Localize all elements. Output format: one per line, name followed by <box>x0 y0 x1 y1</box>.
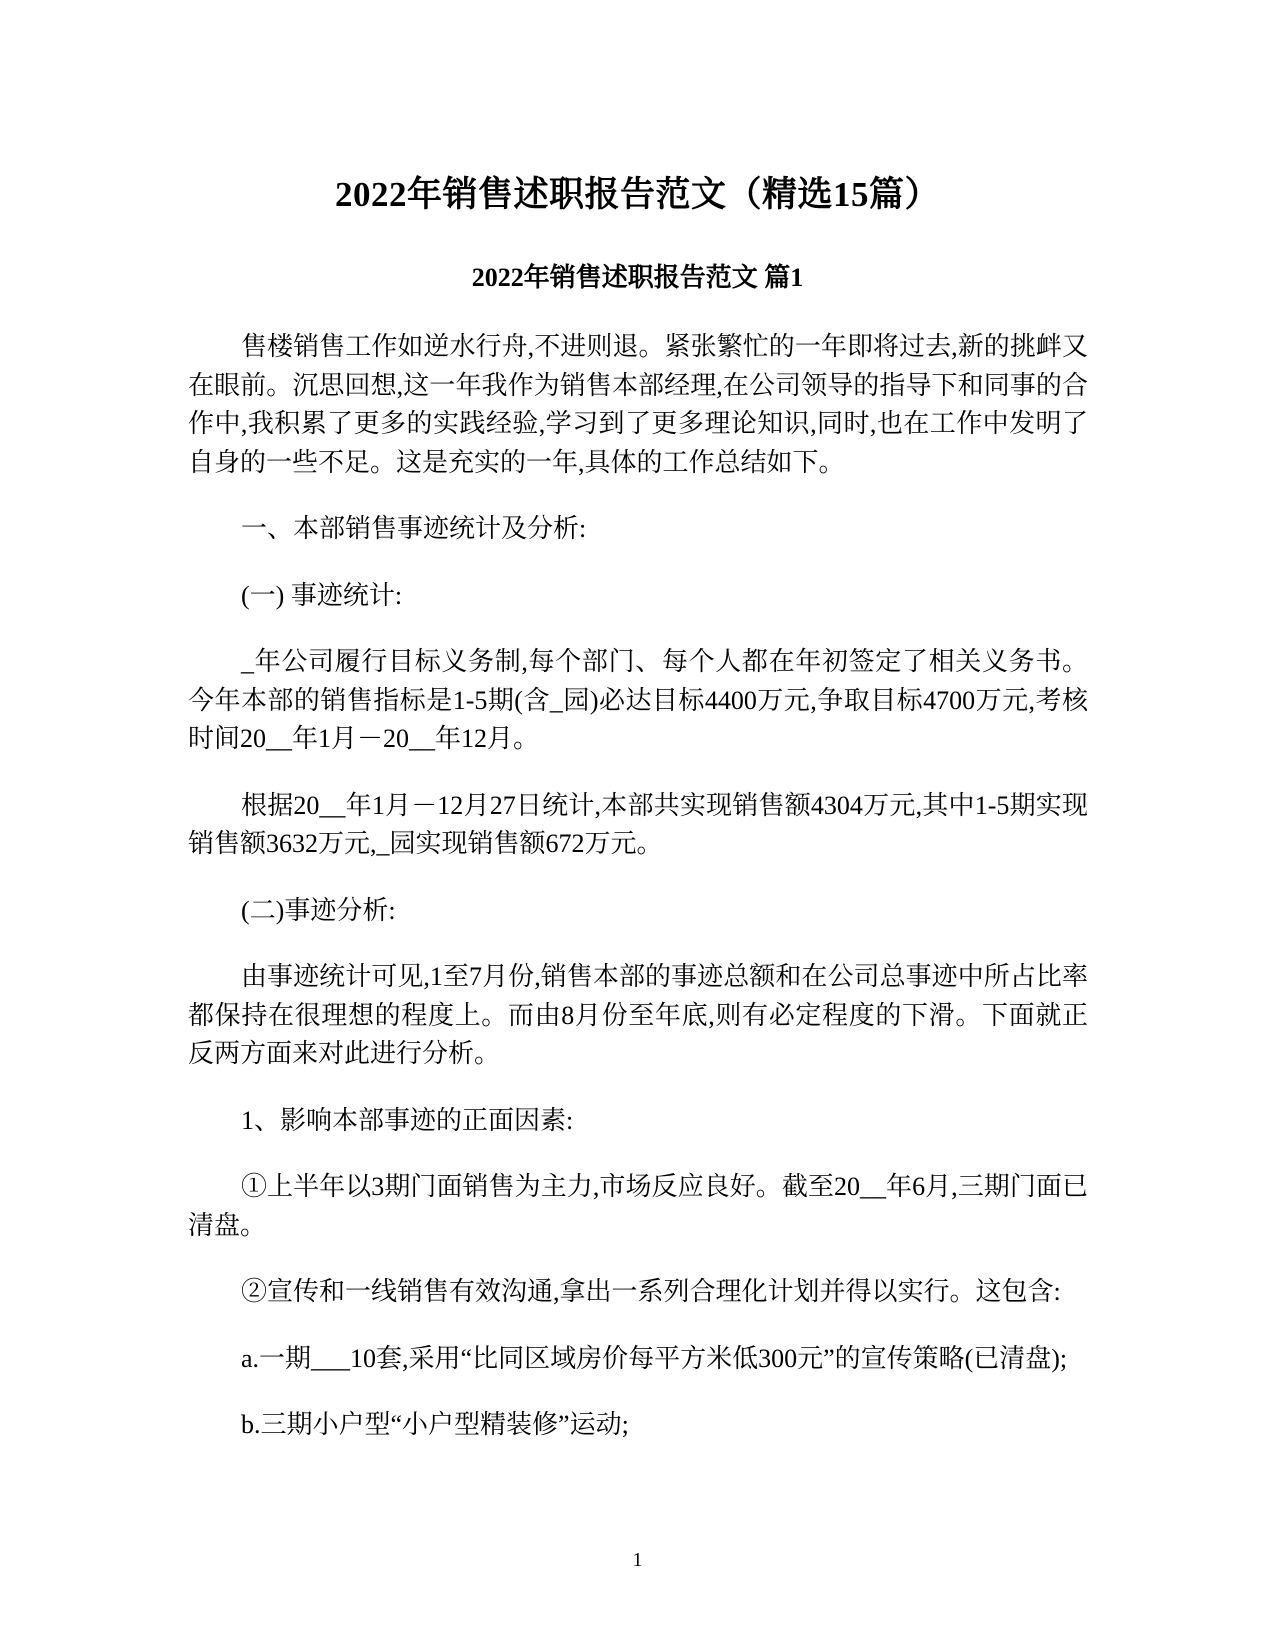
section-title: 2022年销售述职报告范文 篇1 <box>471 263 804 292</box>
paragraph-analysis: 由事迹统计可见,1至7月份,销售本部的事迹总额和在公司总事迹中所占比率都保持在很理想的程度上。而由8月份至年底,则有必定程度的下滑。下面就正反两方面来对此进行分析。 <box>188 962 1088 1068</box>
page-number: 1 <box>632 1549 643 1571</box>
paragraph-factor-2: ②宣传和一线销售有效沟通,拿出一系列合理化计划并得以实行。这包含: <box>241 1277 1061 1306</box>
paragraph-intro: 售楼销售工作如逆水行舟,不进则退。紧张繁忙的一年即将过去,新的挑衅又在眼前。沉思回想,这一年我作为销售本部经理,在公司领导的指导下和同事的合作中,我积累了更多的实践经验,学习到了更多理论知识,同时,也在工作中发明了自身的一些不足。这是充实的一年,具体的工作总结如下。 <box>188 332 1088 477</box>
paragraph-heading-analysis: (二)事迹分析: <box>241 895 396 925</box>
paragraph-item-b: b.三期小户型“小户型精装修”运动; <box>241 1410 629 1439</box>
document-body <box>188 328 1088 1473</box>
document-title: 2022年销售述职报告范文（精选15篇） <box>334 175 940 214</box>
paragraph-heading-positive-factors: 1、影响本部事迹的正面因素: <box>241 1105 574 1135</box>
paragraph-factor-1: ①上半年以3期门面销售为主力,市场反应良好。截至20__年6月,三期门面已清盘。 <box>188 1172 1088 1240</box>
paragraph-results: 根据20__年1月－12月27日统计,本部共实现销售额4304万元,其中1-5期实现销售额3632万元,_园实现销售额672万元。 <box>188 790 1088 858</box>
paragraph-heading-sales-analysis: 一、本部销售事迹统计及分析: <box>241 514 587 543</box>
paragraph-item-a: a.一期___10套,采用“比同区域房价每平方米低300元”的宣传策略(已清盘); <box>241 1343 1068 1373</box>
paragraph-targets: _年公司履行目标义务制,每个部门、每个人都在年初签定了相关义务书。今年本部的销售指标是1-5期(含_园)必达目标4400万元,争取目标4700万元,考核时间20__年1月－20__年12月。 <box>188 647 1088 753</box>
paragraph-heading-statistics: (一) 事迹统计: <box>241 580 403 610</box>
